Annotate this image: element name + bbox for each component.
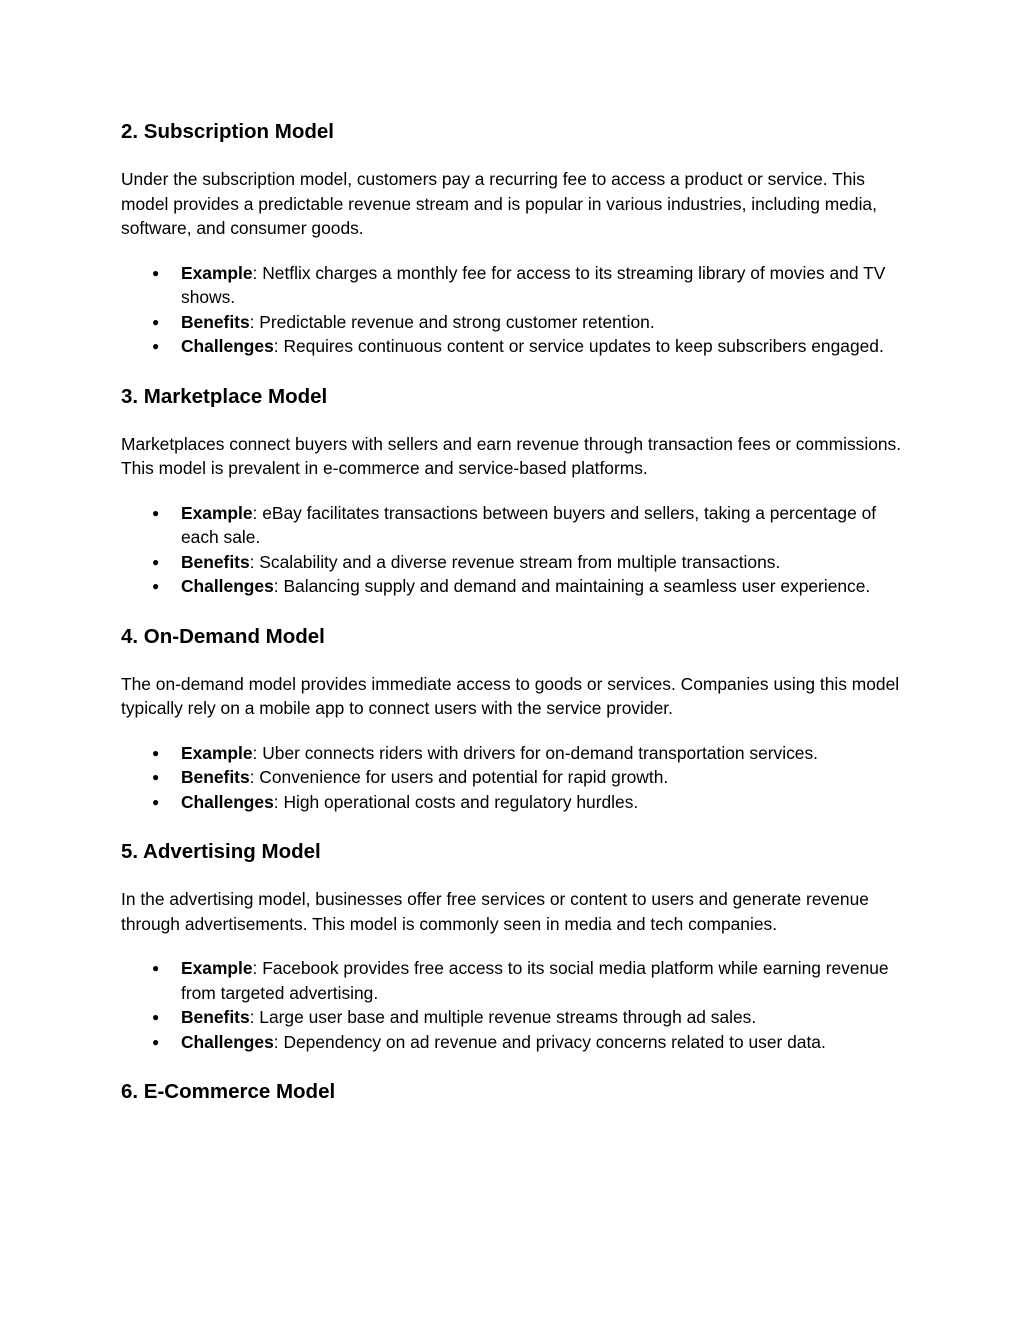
- bullet-icon: ●: [152, 579, 160, 593]
- bullet-icon: ●: [152, 265, 160, 280]
- bullet-text: : Scalability and a diverse revenue stream from multiple transactions.: [249, 551, 781, 572]
- bullet-term: Benefits: [181, 1007, 250, 1027]
- bullet-icon: ●: [152, 505, 160, 520]
- bullet-icon: ●: [152, 770, 160, 784]
- list-item: [121, 574, 904, 599]
- bullet-term: Benefits: [181, 551, 250, 572]
- bullet-text: : eBay facilitates transactions between buyers and sellers, taking a percentage of each sale.: [181, 502, 877, 547]
- bullet-icon: ●: [152, 794, 160, 809]
- section-paragraph: In the advertising model, businesses offer free services or content to users and generate revenue through advertisements. This model is commonly seen in media and tech companies.: [121, 889, 869, 934]
- bullet-term: Example: [181, 958, 253, 978]
- list-item: [121, 790, 904, 815]
- section-advertising-model: [121, 838, 904, 1054]
- bullet-list: [121, 501, 904, 599]
- section-subscription-model: [121, 118, 904, 359]
- section-paragraph: Under the subscription model, customers pay a recurring fee to access a product or service. This model provides a predictable revenue stream and is popular in various industries, including media, software, and consumer goods.: [121, 169, 877, 238]
- bullet-term: Challenges: [181, 791, 274, 812]
- section-on-demand-model: [121, 623, 904, 815]
- list-item: [121, 310, 904, 335]
- bullet-text: : Uber connects riders with drivers for on-demand transportation services.: [252, 742, 818, 763]
- bullet-text: : Dependency on ad revenue and privacy concerns related to user data.: [273, 1031, 826, 1052]
- list-item: [121, 501, 904, 550]
- list-item: [121, 1005, 904, 1030]
- bullet-text: : Predictable revenue and strong customer retention.: [249, 311, 655, 332]
- list-item: [121, 765, 904, 790]
- bullet-term: Benefits: [181, 311, 250, 332]
- bullet-term: Example: [181, 502, 253, 523]
- bullet-icon: ●: [152, 961, 160, 975]
- bullet-icon: ●: [152, 1034, 160, 1049]
- list-item: [121, 1030, 904, 1055]
- bullet-term: Challenges: [181, 1031, 274, 1052]
- list-item: [121, 956, 904, 1005]
- bullet-text: : Convenience for users and potential for rapid growth.: [249, 767, 669, 787]
- section-heading: 3. Marketplace Model: [121, 384, 328, 408]
- list-item: [121, 550, 904, 575]
- list-item: [121, 334, 904, 359]
- bullet-text: : High operational costs and regulatory hurdles.: [273, 791, 639, 812]
- bullet-icon: ●: [152, 1010, 160, 1024]
- section-heading: 6. E-Commerce Model: [121, 1080, 336, 1103]
- list-item: [121, 261, 904, 310]
- bullet-icon: ●: [152, 339, 160, 353]
- section-paragraph: The on-demand model provides immediate access to goods or services. Companies using this model typically rely on a mobile app to connect users with the service provider.: [121, 673, 900, 718]
- list-item: [121, 741, 904, 766]
- bullet-term: Benefits: [181, 767, 250, 787]
- bullet-term: Challenges: [181, 336, 274, 356]
- bullet-text: : Balancing supply and demand and maintaining a seamless user experience.: [273, 576, 871, 596]
- bullet-icon: ●: [152, 745, 160, 760]
- section-heading: 4. On-Demand Model: [121, 624, 325, 648]
- bullet-text: : Facebook provides free access to its social media platform while earning revenue from targeted advertising.: [181, 958, 889, 1003]
- section-marketplace-model: [121, 383, 904, 599]
- bullet-text: : Large user base and multiple revenue streams through ad sales.: [249, 1007, 757, 1027]
- bullet-icon: ●: [152, 314, 160, 329]
- bullet-list: [121, 956, 904, 1054]
- bullet-icon: ●: [152, 554, 160, 569]
- bullet-text: : Requires continuous content or service updates to keep subscribers engaged.: [273, 336, 884, 356]
- bullet-term: Example: [181, 742, 253, 763]
- bullet-term: Example: [181, 262, 253, 283]
- section-heading: 2. Subscription Model: [121, 120, 334, 143]
- section-e-commerce-model: [121, 1078, 904, 1106]
- bullet-term: Challenges: [181, 576, 274, 596]
- section-heading: 5. Advertising Model: [121, 840, 321, 863]
- bullet-text: : Netflix charges a monthly fee for access to its streaming library of movies and TV shows.: [181, 262, 886, 307]
- bullet-list: [121, 261, 904, 359]
- bullet-list: [121, 741, 904, 815]
- section-paragraph: Marketplaces connect buyers with sellers and earn revenue through transaction fees or commissions. This model is prevalent in e-commerce and service-based platforms.: [121, 433, 902, 478]
